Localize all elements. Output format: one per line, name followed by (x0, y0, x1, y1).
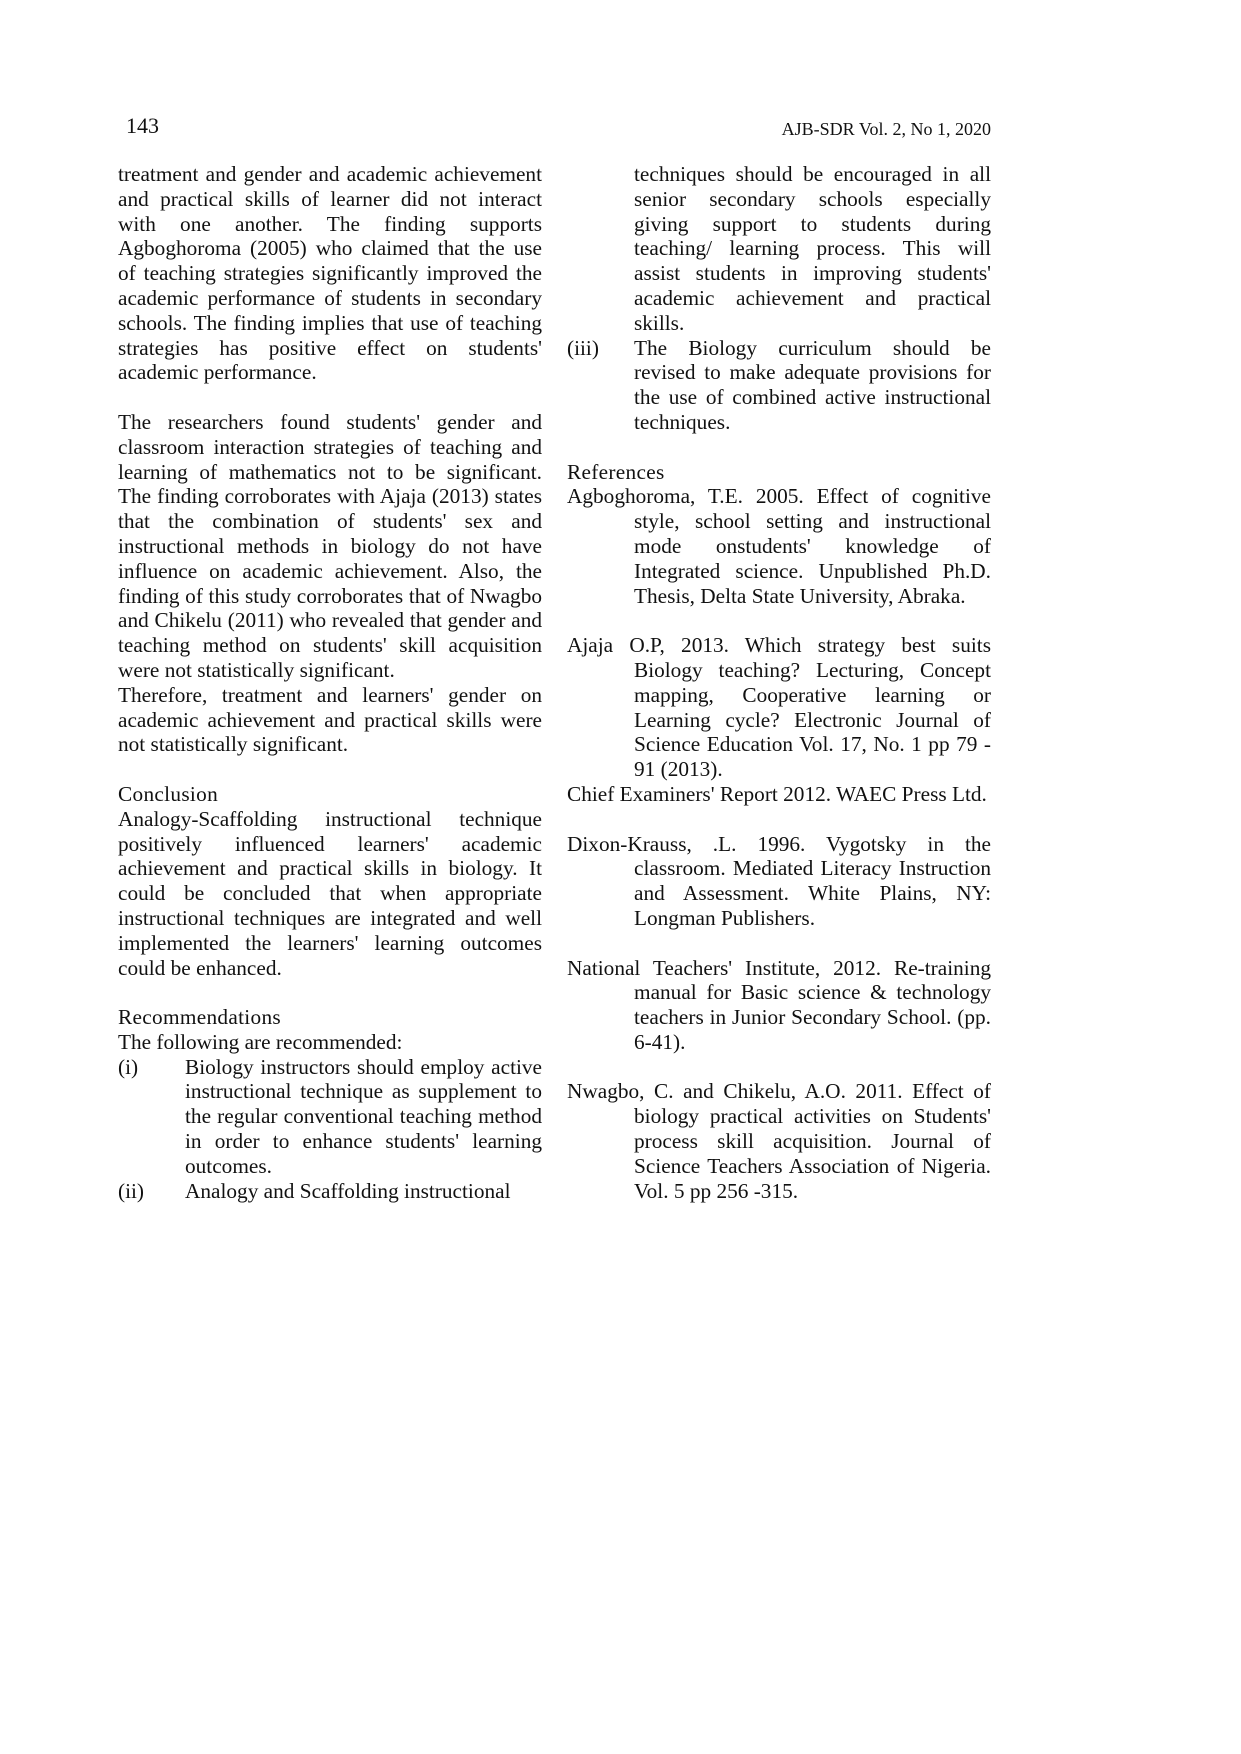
spacer (118, 980, 542, 1005)
recommendation-text: The Biology curriculum should be revised to make adequate provisions for the use of combined active instructional techniques. (634, 335, 991, 434)
recommendations-heading: Recommendations (118, 1005, 282, 1030)
right-column (567, 162, 991, 1203)
journal-running-header: AJB-SDR Vol. 2, No 1, 2020 (781, 119, 991, 139)
conclusion-heading: Conclusion (118, 781, 219, 806)
reference-entry: Nwagbo, C. and Chikelu, A.O. 2011. Effect of biology practical activities on Students' process skill acquisition. Journal of Science Teachers Association of Nigeria. Vol. 5 pp 256 -315. (567, 1079, 991, 1203)
spacer (567, 435, 991, 460)
left-column (118, 162, 542, 1203)
recommendation-item (567, 336, 991, 435)
recommendation-item (118, 1055, 542, 1179)
discussion-paragraph-3: Therefore, treatment and learners' gender on academic achievement and practical skills were not statistically significant. (118, 682, 542, 757)
spacer (567, 931, 991, 956)
recommendation-number: (i) (118, 1054, 139, 1079)
spacer (567, 807, 991, 832)
recommendation-text: Biology instructors should employ active instructional technique as supplement to the regular conventional teaching method in order to enhance students' learning outcomes. (185, 1054, 542, 1178)
recommendation-continued-text: techniques should be encouraged in all senior secondary schools especially giving support to students during teaching/ learning process. This will assist students in improving students' academic achievement and practical skills. (634, 162, 991, 335)
reference-entry: National Teachers' Institute, 2012. Re-training manual for Basic science & technology teachers in Junior Secondary School. (pp. 6-41). (567, 955, 991, 1054)
reference-entry: Ajaja O.P, 2013. Which strategy best suits Biology teaching? Lecturing, Concept mapping, Cooperative learning or Learning cycle? Electronic Journal of Science Education Vol. 17, No. 1 pp 79 - 91 (2013). (567, 633, 991, 782)
page-number: 143 (126, 113, 159, 138)
reference-entry: Agboghoroma, T.E. 2005. Effect of cognitive style, school setting and instructional mode onstudents' knowledge of Integrated science. Unpublished Ph.D. Thesis, Delta State University, Abraka. (567, 484, 991, 608)
recommendation-number: (ii) (118, 1178, 145, 1203)
spacer (118, 757, 542, 782)
reference-entry: Chief Examiners' Report 2012. WAEC Press Ltd. (567, 781, 987, 806)
recommendations-intro: The following are recommended: (118, 1029, 403, 1054)
spacer (118, 385, 542, 410)
spacer (567, 1055, 991, 1080)
recommendation-text: Analogy and Scaffolding instructional (185, 1178, 511, 1203)
references-heading: References (567, 459, 665, 484)
spacer (567, 608, 991, 633)
discussion-paragraph-1: treatment and gender and academic achievement and practical skills of learner did not interact with one another. The finding supports Agboghoroma (2005) who claimed that the use of teaching strategies significantly improved the academic performance of students in secondary schools. The finding implies that use of teaching strategies has positive effect on students' academic performance. (118, 162, 542, 385)
reference-entry: Dixon-Krauss, .L. 1996. Vygotsky in the classroom. Mediated Literacy Instruction and Assessment. White Plains, NY: Longman Publishers. (567, 831, 991, 930)
conclusion-text: Analogy-Scaffolding instructional technique positively influenced learners' academic achievement and practical skills in biology. It could be concluded that when appropriate instructional techniques are integrated and well implemented the learners' learning outcomes could be enhanced. (118, 806, 542, 980)
recommendation-number: (iii) (567, 335, 599, 360)
discussion-paragraph-2: The researchers found students' gender and classroom interaction strategies of teaching and learning of mathematics not to be significant. The finding corroborates with Ajaja (2013) states that the combination of students' sex and instructional methods in biology do not have influence on academic achievement. Also, the finding of this study corroborates that of Nwagbo and Chikelu (2011) who revealed that gender and teaching method on students' skill acquisition were not statistically significant. (118, 409, 542, 682)
recommendation-item (118, 1179, 542, 1204)
